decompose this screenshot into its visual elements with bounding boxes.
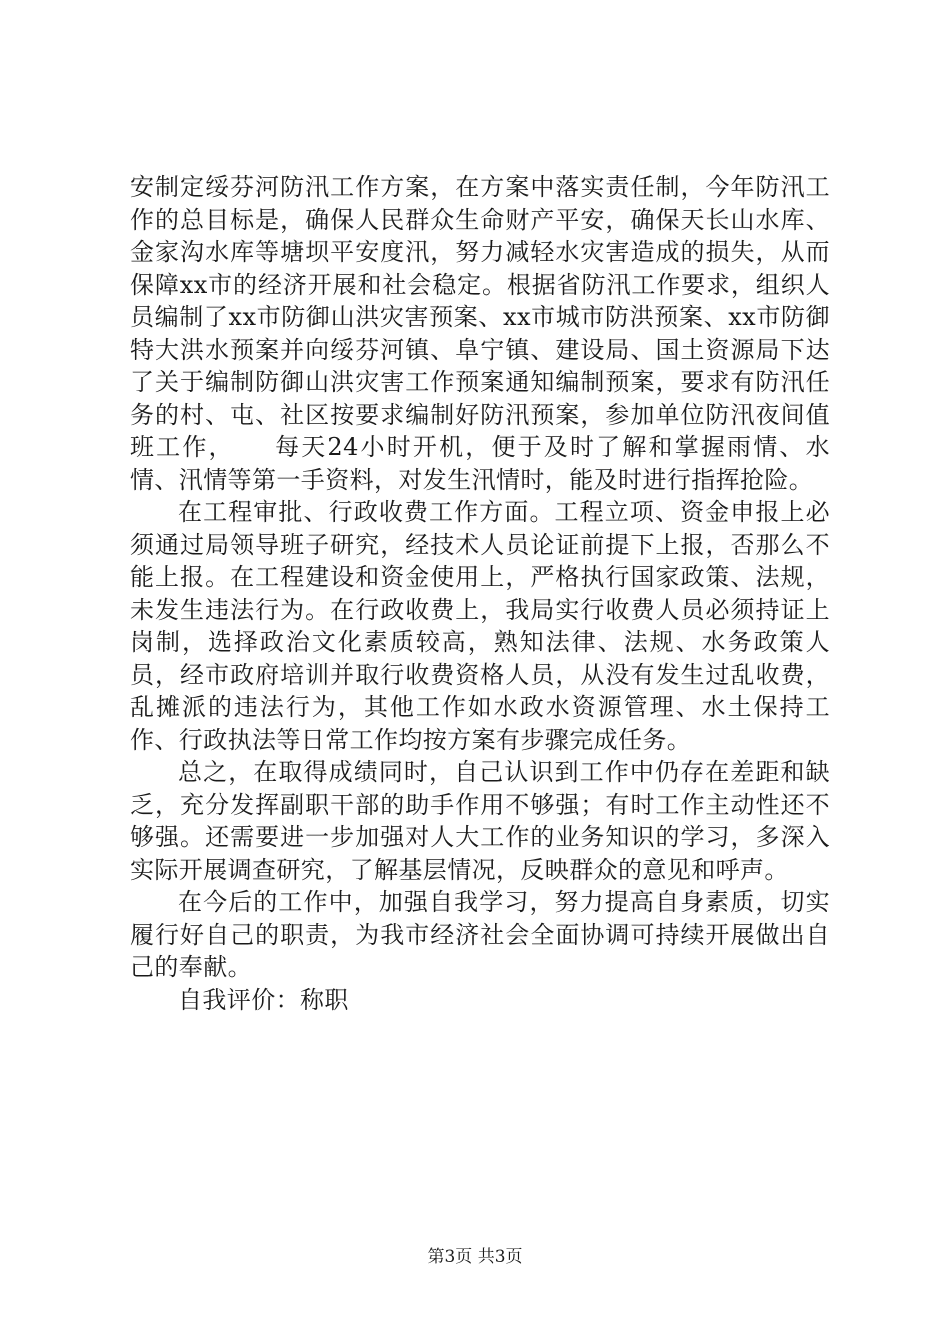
paragraph-self-evaluation: 自我评价：称职 [178, 985, 349, 1014]
page-number-label: 第3页 共3页 [427, 1247, 523, 1267]
page-footer [0, 1247, 950, 1267]
document-body [130, 171, 830, 1016]
paragraph-summary-shortcomings: 总之，在取得成绩同时，自己认识到工作中仍存在差距和缺乏，充分发挥副职干部的助手作用不够强；有时工作主动性还不够强。还需要进一步加强对人大工作的业务知识的学习，多深入实际开展调查研究，了解基层情况，反映群众的意见和呼声。 [130, 758, 830, 884]
paragraph-flood-prevention: 安制定绥芬河防汛工作方案，在方案中落实责任制，今年防汛工作的总目标是，确保人民群众生命财产平安，确保天长山水库、金家沟水库等塘坝平安度汛，努力减轻水灾害造成的损失，从而保障xx市的经济开展和社会稳定。根据省防汛工作要求，组织人员编制了xx市防御山洪灾害预案、xx市城市防洪预案、xx市防御特大洪水预案并向绥芬河镇、阜宁镇、建设局、国土资源局下达了关于编制防御山洪灾害工作预案通知编制预案，要求有防汛任务的村、屯、社区按要求编制好防汛预案，参加单位防汛夜间值班工作， 每天24小时开机，便于及时了解和掌握雨情、水情、汛情等第一手资料，对发生汛情时，能及时进行指挥抢险。 [130, 173, 830, 494]
paragraph-project-approval-fees: 在工程审批、行政收费工作方面。工程立项、资金申报上必须通过局领导班子研究，经技术人员论证前提下上报，否那么不能上报。在工程建设和资金使用上，严格执行国家政策、法规，未发生违法行为。在行政收费上，我局实行收费人员必须持证上岗制，选择政治文化素质较高，熟知法律、法规、水务政策人员，经市政府培训并取行收费资格人员，从没有发生过乱收费，乱摊派的违法行为，其他工作如水政水资源管理、水土保持工作、行政执法等日常工作均按方案有步骤完成任务。 [130, 498, 830, 754]
paragraph-future-work: 在今后的工作中，加强自我学习，努力提高自身素质，切实履行好自己的职责，为我市经济社会全面协调可持续开展做出自己的奉献。 [130, 888, 830, 981]
